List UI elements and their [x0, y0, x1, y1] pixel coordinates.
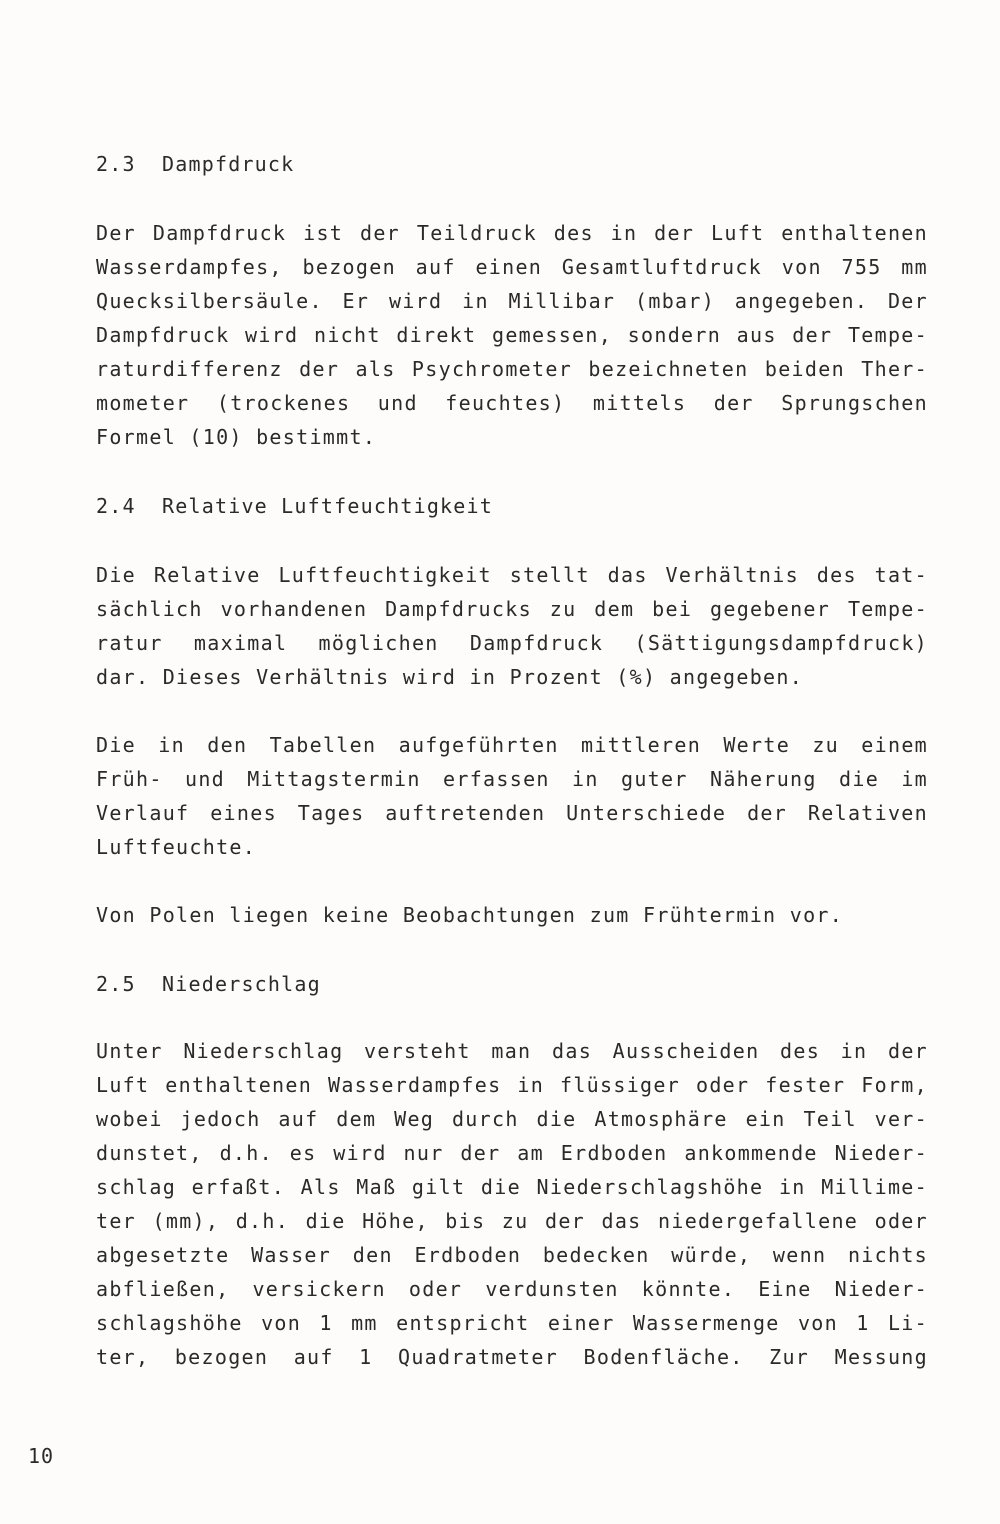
- text-line: abfließen, versickern oder verdunsten könnte. Eine Nieder-: [96, 1277, 928, 1301]
- paragraph-luftfeuchtigkeit: [96, 558, 928, 694]
- text-line: Unter Niederschlag versteht man das Ausscheiden des in der: [96, 1039, 928, 1063]
- paragraph-tabellen-werte: [96, 728, 928, 864]
- paragraph-niederschlag: [96, 1034, 928, 1374]
- section-heading-2-3: [96, 152, 294, 176]
- text-line: schlag erfaßt. Als Maß gilt die Niederschlagshöhe in Millime-: [96, 1175, 928, 1199]
- text-line: Luftfeuchte.: [96, 835, 257, 859]
- text-line: Formel (10) bestimmt.: [96, 425, 377, 449]
- paragraph-dampfdruck: [96, 216, 928, 454]
- paragraph-polen: [96, 898, 928, 932]
- text-line: Der Dampfdruck ist der Teildruck des in der Luft enthaltenen: [96, 221, 928, 245]
- section-number: 2.3: [96, 152, 136, 176]
- text-line: ter, bezogen auf 1 Quadratmeter Bodenfläche. Zur Messung: [96, 1345, 928, 1369]
- text-line: Die in den Tabellen aufgeführten mittleren Werte zu einem: [96, 733, 928, 757]
- text-line: Quecksilbersäule. Er wird in Millibar (mbar) angegeben. Der: [96, 289, 928, 313]
- section-heading-2-5: [96, 972, 321, 996]
- section-title: Niederschlag: [162, 972, 321, 996]
- text-line: Wasserdampfes, bezogen auf einen Gesamtluftdruck von 755 mm: [96, 255, 928, 279]
- text-line: wobei jedoch auf dem Weg durch die Atmosphäre ein Teil ver-: [96, 1107, 928, 1131]
- text-line: ratur maximal möglichen Dampfdruck (Sättigungsdampfdruck): [96, 631, 928, 655]
- text-line: Luft enthaltenen Wasserdampfes in flüssiger oder fester Form,: [96, 1073, 928, 1097]
- text-line: mometer (trockenes und feuchtes) mittels der Sprungschen: [96, 391, 928, 415]
- text-line: Die Relative Luftfeuchtigkeit stellt das Verhältnis des tat-: [96, 563, 928, 587]
- text-line: Früh- und Mittagstermin erfassen in guter Näherung die im: [96, 767, 928, 791]
- section-number: 2.4: [96, 494, 136, 518]
- text-line: abgesetzte Wasser den Erdboden bedecken würde, wenn nichts: [96, 1243, 928, 1267]
- section-title: Relative Luftfeuchtigkeit: [162, 494, 494, 518]
- text-line: dar. Dieses Verhältnis wird in Prozent (%) angegeben.: [96, 665, 804, 689]
- text-line: Von Polen liegen keine Beobachtungen zum Frühtermin vor.: [96, 903, 844, 927]
- text-line: dunstet, d.h. es wird nur der am Erdboden ankommende Nieder-: [96, 1141, 928, 1165]
- text-line: ter (mm), d.h. die Höhe, bis zu der das niedergefallene oder: [96, 1209, 928, 1233]
- page-number: 10: [28, 1444, 55, 1468]
- text-line: raturdifferenz der als Psychrometer bezeichneten beiden Ther-: [96, 357, 928, 381]
- text-line: sächlich vorhandenen Dampfdrucks zu dem bei gegebener Tempe-: [96, 597, 928, 621]
- text-line: Dampfdruck wird nicht direkt gemessen, sondern aus der Tempe-: [96, 323, 928, 347]
- section-number: 2.5: [96, 972, 136, 996]
- text-line: Verlauf eines Tages auftretenden Unterschiede der Relativen: [96, 801, 928, 825]
- section-heading-2-4: [96, 494, 493, 518]
- text-line: schlagshöhe von 1 mm entspricht einer Wassermenge von 1 Li-: [96, 1311, 928, 1335]
- section-title: Dampfdruck: [162, 152, 295, 176]
